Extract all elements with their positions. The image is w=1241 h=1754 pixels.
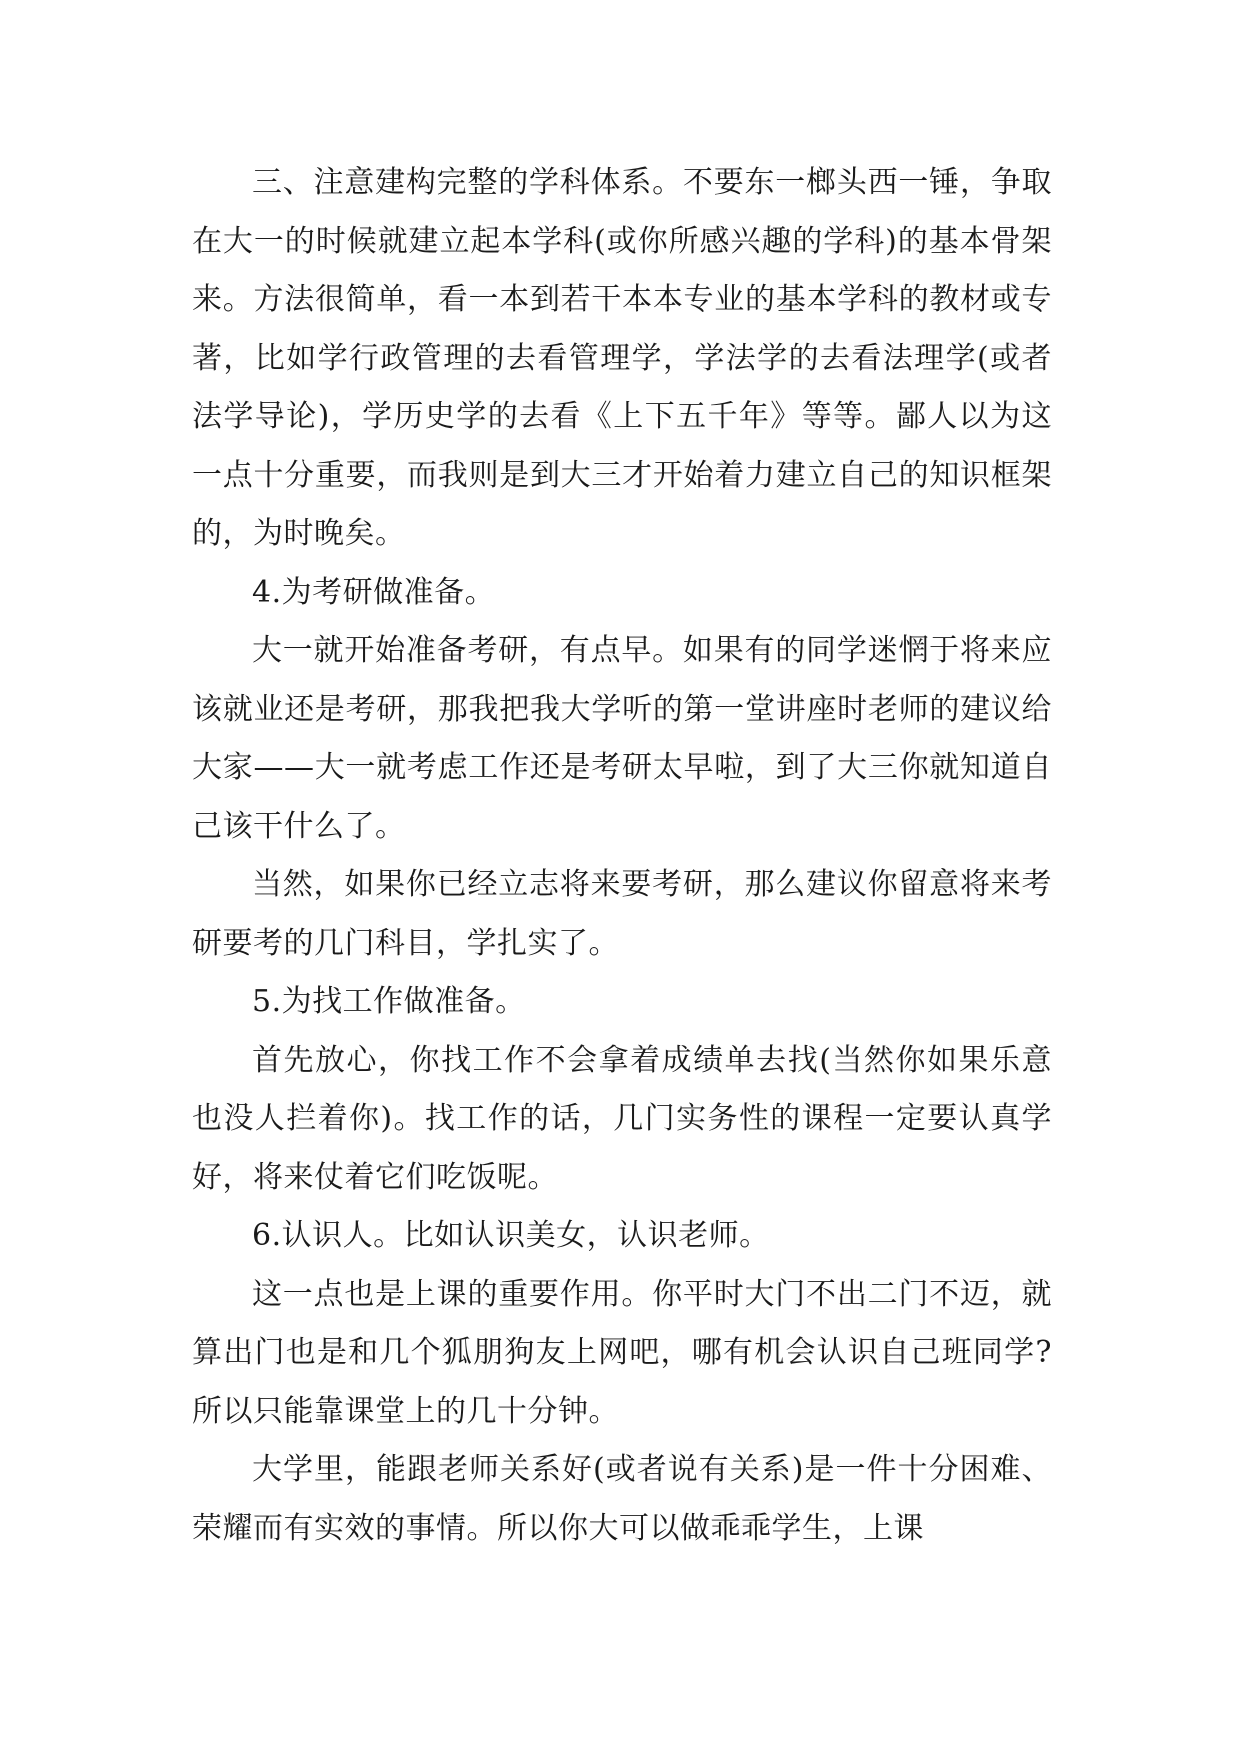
paragraph-exam-subjects: 当然，如果你已经立志将来要考研，那么建议你留意将来考研要考的几门科目，学扎实了。 <box>192 867 1052 961</box>
paragraph-teacher-relations: 大学里，能跟老师关系好(或者说有关系)是一件十分困难、荣耀而有实效的事情。所以你大可以做乖乖学生，上课 <box>192 1452 1052 1546</box>
paragraph-exam-prep: 大一就开始准备考研，有点早。如果有的同学迷惘于将来应该就业还是考研，那我把我大学听的第一堂讲座时老师的建议给大家——大一就考虑工作还是考研太早啦，到了大三你就知道自己该干什么了。 <box>192 633 1052 844</box>
heading-exam-prep: 4.为考研做准备。 <box>252 574 496 610</box>
paragraph-subject-system: 三、注意建构完整的学科体系。不要东一榔头西一锤，争取在大一的时候就建立起本学科(或你所感兴趣的学科)的基本骨架来。方法很简单，看一本到若干本本专业的基本学科的教材或专著，比如学行政管理的去看管理学，学法学的去看法理学(或者法学导论)，学历史学的去看《上下五千年》等等。鄙人以为这一点十分重要，而我则是到大三才开始着力建立自己的知识框架的，为时晚矣。 <box>192 165 1052 551</box>
document-body <box>192 154 1052 1558</box>
heading-job-prep: 5.为找工作做准备。 <box>252 984 526 1019</box>
paragraph-job-prep: 首先放心，你找工作不会拿着成绩单去找(当然你如果乐意也没人拦着你)。找工作的话，几门实务性的课程一定要认真学好，将来仗着它们吃饭呢。 <box>192 1042 1052 1195</box>
heading-meet-people: 6.认识人。比如认识美女，认识老师。 <box>252 1218 770 1253</box>
paragraph-class-role: 这一点也是上课的重要作用。你平时大门不出二门不迈，就算出门也是和几个狐朋狗友上网吧，哪有机会认识自己班同学?所以只能靠课堂上的几十分钟。 <box>192 1276 1052 1429</box>
